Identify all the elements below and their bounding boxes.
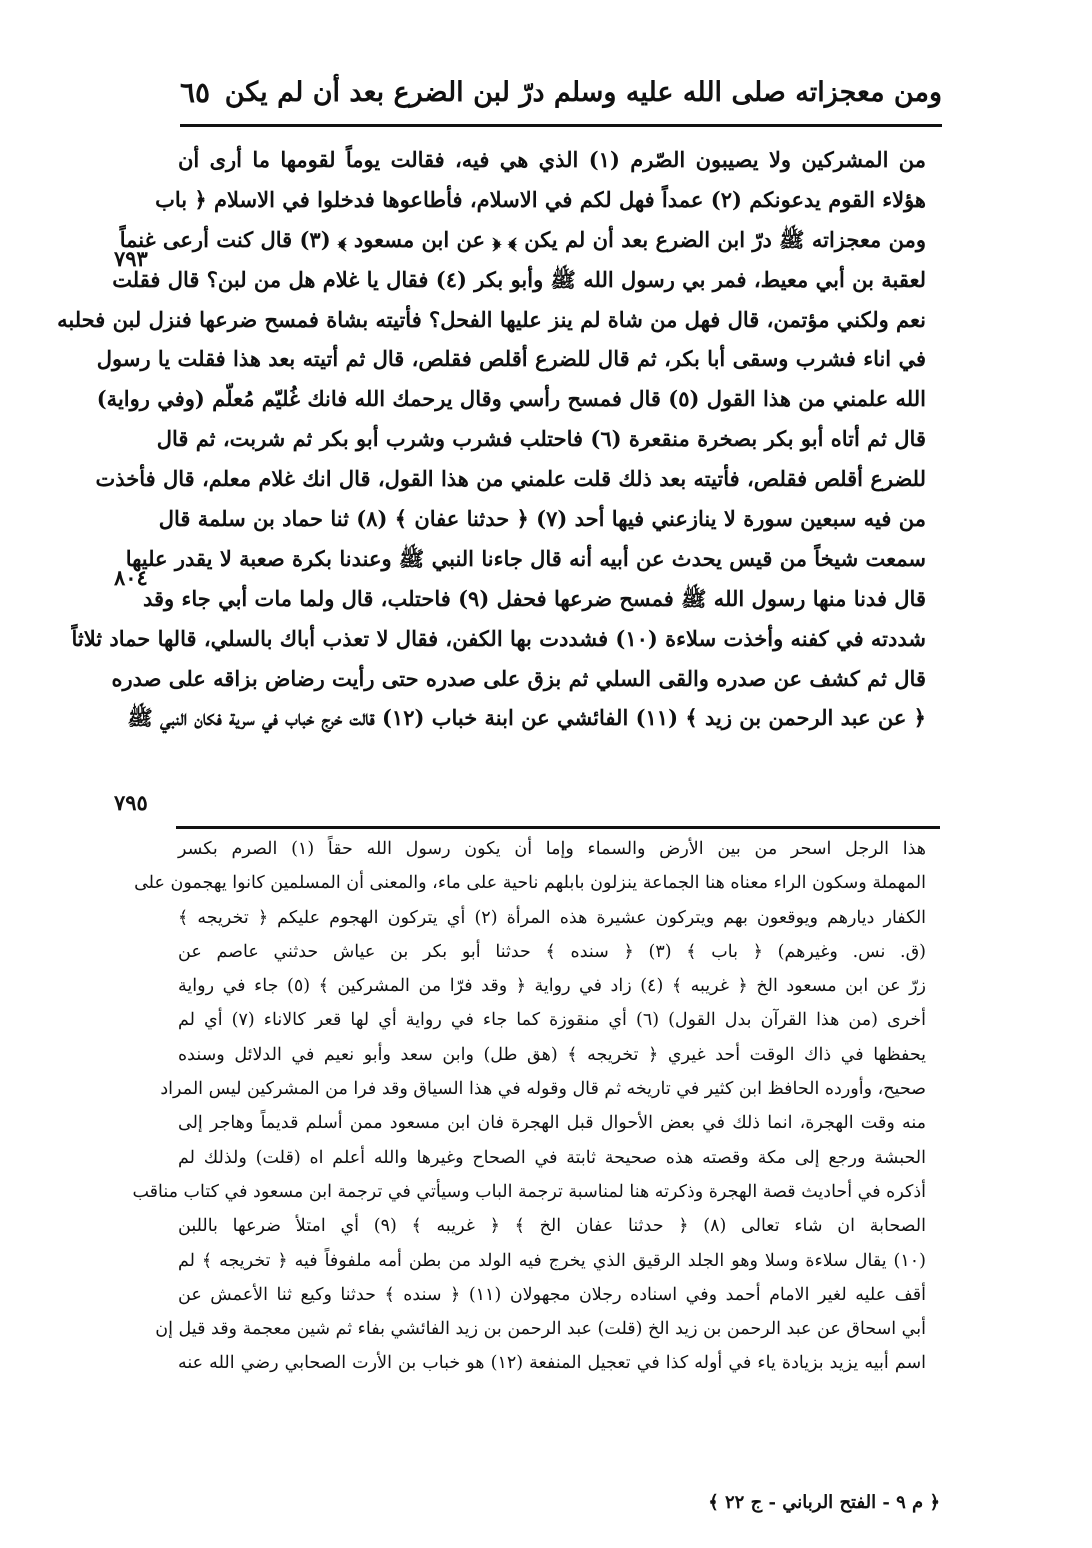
note-line: أقف عليه لغير الامام أحمد وفي اسناده رجلان مجهولان (١١) ﴿ سنده ﴾ حدثنا وكيع ثنا الأعمش عن: [178, 1284, 926, 1305]
main-line: من فيه سبعين سورة لا ينازعني فيها أحد (٧) ﴿ حدثنا عفان ﴾ (٨) ثنا حماد بن سلمة قال: [158, 506, 926, 532]
main-line: شددته في كفنه وأخذت سلاءة (١٠) فشددت بها الكفن، فقال لا تعذب أباك بالسلي، قالها حماد ثلاثاً: [71, 625, 926, 651]
main-line: هؤلاء القوم يدعونكم (٢) عمداً فهل لكم في الاسلام، فأطاعوها فدخلوا في الاسلام ﴿ باب: [155, 186, 926, 212]
running-title: ومن معجزاته صلى الله عليه وسلم درّ لبن الضرع بعد أن لم يكن: [224, 76, 942, 108]
main-line: قال ثم كشف عن صدره والقى السلي ثم بزق على صدره حتى رأيت رضاض بزاقه على صدره: [111, 665, 926, 691]
note-line: الصحابة ان شاء تعالى (٨) ﴿ حدثنا عفان الخ ﴾ ﴿ غريبه ﴾ (٩) أي امتلأ ضرعها باللبن: [178, 1216, 926, 1237]
note-line: اسم أبيه يزيد بزيادة ياء في أوله كذا في تعجيل المنفعة (١٢) هو خباب بن الأرت الصحابي رضي الله عنه: [178, 1353, 926, 1374]
note-line: (١٠) يقال سلاءة وسلا وهو الجلد الرقيق الذي يخرج فيه الولد من بطن أمه ملفوفاً فيه ﴿ تخريجه ﴾ لم: [178, 1250, 926, 1271]
page-header: [180, 70, 942, 114]
main-line: الله علمني من هذا القول (٥) قال فمسح رأسي وقال يرحمك الله فانك غُليّم مُعلّم (وفي رواية): [96, 386, 926, 412]
note-line: المهملة وسكون الراء معناه هنا الجماعة ينزلون بابلهم ناحية على ماء، والمعنى أن المسلمين كانوا يهجمون على: [134, 873, 926, 894]
main-line: لعقبة بن أبي معيط، فمر بي رسول الله ﷺ وأبو بكر (٤) فقال يا غلام هل من لبن؟ قال فقلت: [112, 266, 926, 292]
note-line: منه وقت الهجرة، انما ذلك في بعض الأحوال قبل الهجرة فان ابن مسعود ممن أسلم قديماً وهاجر إلى: [178, 1113, 926, 1134]
hadith-number: ٨٠٤: [114, 565, 148, 590]
page-number: ٦٥: [180, 75, 211, 109]
note-line: هذا الرجل اسحر من بين الأرض والسماء وإما أن يكون رسول الله حقاً (١) الصرم بكسر: [178, 839, 926, 859]
printer-signature: ﴿ م ٩ - الفتح الرباني - ج ٢٢ ﴾: [708, 1492, 940, 1513]
hadith-number: ٧٩٥: [114, 790, 148, 815]
main-line: قال ثم أتاه أبو بكر بصخرة منقعرة (٦) فاحتلب فشرب وشرب أبو بكر ثم شربت، ثم قال: [156, 426, 926, 452]
main-line: قال فدنا منها رسول الله ﷺ فمسح ضرعها فحفل (٩) فاحتلب، قال ولما مات أبي جاء وقد: [142, 585, 926, 611]
note-line: صحيح، وأورده الحافظ ابن كثير في تاريخه ثم قال وقوله في هذا السياق وقد فرا من المشركين ليس المراد: [160, 1079, 926, 1100]
note-line: أبي اسحاق عن عبد الرحمن بن زيد الخ (قلت) عبد الرحمن بن زيد الفائشي بفاء ثم شين معجمة وقد قيل إن: [155, 1319, 926, 1340]
note-line: زرّ عن ابن مسعود الخ ﴿ غريبه ﴾ (٤) زاد في رواية ﴿ وقد فرّا من المشركين ﴾ (٥) جاء في رواية: [178, 976, 926, 997]
main-line: سمعت شيخاً من قيس يحدث عن أبيه أنه قال جاءنا النبي ﷺ وعندنا بكرة صعبة لا يقدر عليها: [125, 545, 926, 571]
main-line: نعم ولكني مؤتمن، قال فهل من شاة لم ينز عليها الفحل؟ فأتيته بشاة فمسح ضرعها فنزل لبن فحلبه: [57, 306, 926, 332]
hadith-number: ٧٩٣: [114, 246, 148, 271]
note-line: أذكره في أحاديث قصة الهجرة وذكرته هنا لمناسبة ترجمة الباب وسيأتي في ترجمة ابن مسعود في كتاب مناقب: [132, 1181, 926, 1202]
main-line: ﴿ عن عبد الرحمن بن زيد ﴾ (١١) الفائشي عن ابنة خباب (١٢) قالت خرج خباب في سرية فكان النبي ﷺ: [127, 705, 926, 731]
footnotes: [132, 832, 927, 1381]
main-line: من المشركين ولا يصيبون الصّرم (١) الذي هي فيه، فقالت يوماً لقومها ما أرى أن: [178, 147, 926, 172]
header-rule: [180, 124, 942, 127]
note-line: أخرى (من هذا القرآن بدل القول) (٦) أي منقوزة كما جاء في رواية أي لها قعر كالاناء (٧) أي لم: [178, 1010, 927, 1031]
note-line: يحفظها في ذاك الوقت أحد غيري ﴿ تخريجه ﴾ (هق طل) وابن سعد وأبو نعيم في الدلائل وسنده: [178, 1044, 926, 1065]
note-line: (ق. نس. وغيرهم) ﴿ باب ﴾ (٣) ﴿ سنده ﴾ حدثنا أبو بكر بن عياش حدثني عاصم عن: [178, 941, 927, 962]
note-line: الحبشة ورجع إلى مكة وقصته هذه صحيحة ثابتة في الصحاح وغيرها والله أعلم اه (قلت) ولذلك لم: [178, 1147, 926, 1168]
main-line: ومن معجزاته ﷺ درّ ابن الضرع بعد أن لم يكن ﴾ ﴿ عن ابن مسعود ﴾ (٣) قال كنت أرعى غنماً: [119, 226, 926, 252]
main-line: في اناء فشرب وسقى أبا بكر، ثم قال للضرع أقلص فقلص، قال ثم أتيته بعد هذا فقلت يا رسول: [96, 346, 926, 372]
main-line: للضرع أقلص فقلص، فأتيته بعد ذلك قلت علمني من هذا القول، قال انك غلام معلم، قال فأخذت: [95, 466, 926, 492]
note-line: الكفار ديارهم ويوقعون بهم ويتركون عشيرة هذه المرأة (٢) أي يتركون الهجوم عليكم ﴿ تخريجه ﴾: [178, 907, 927, 928]
footnote-divider: [176, 826, 940, 829]
